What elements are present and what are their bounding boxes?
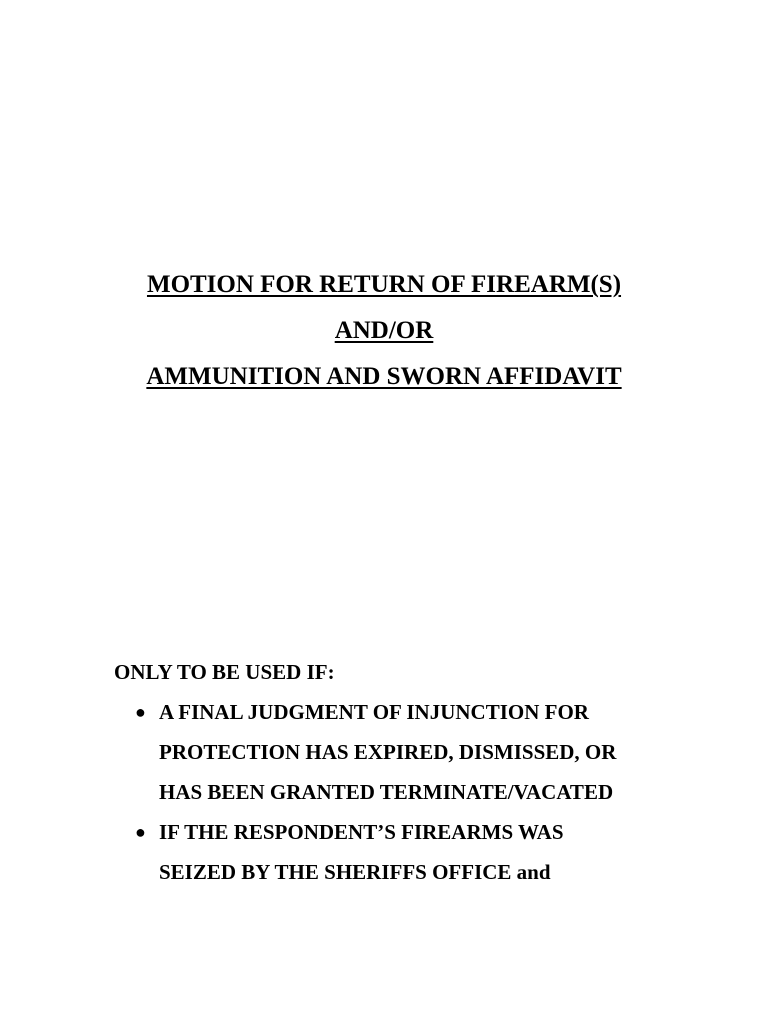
usage-conditions	[114, 652, 714, 892]
condition-text	[159, 812, 714, 892]
conditions-heading: ONLY TO BE USED IF:	[114, 660, 335, 684]
document-title	[0, 262, 768, 400]
conditions-list	[114, 692, 714, 892]
condition-text	[159, 692, 714, 812]
condition-line: PROTECTION HAS EXPIRED, DISMISSED, OR	[159, 740, 617, 764]
bullet-icon: ●	[135, 822, 146, 842]
condition-line: HAS BEEN GRANTED TERMINATE/VACATED	[159, 780, 614, 804]
condition-line: A FINAL JUDGMENT OF INJUNCTION FOR	[159, 700, 589, 724]
title-line-3: AMMUNITION AND SWORN AFFIDAVIT	[146, 363, 622, 390]
condition-line: SEIZED BY THE SHERIFFS OFFICE and	[159, 860, 551, 884]
bullet-icon: ●	[135, 702, 146, 722]
condition-item	[114, 812, 714, 892]
title-line-2: AND/OR	[334, 317, 434, 344]
title-line-1: MOTION FOR RETURN OF FIREARM(S)	[146, 271, 622, 298]
condition-line: IF THE RESPONDENT’S FIREARMS WAS	[159, 820, 564, 844]
condition-item	[114, 692, 714, 812]
